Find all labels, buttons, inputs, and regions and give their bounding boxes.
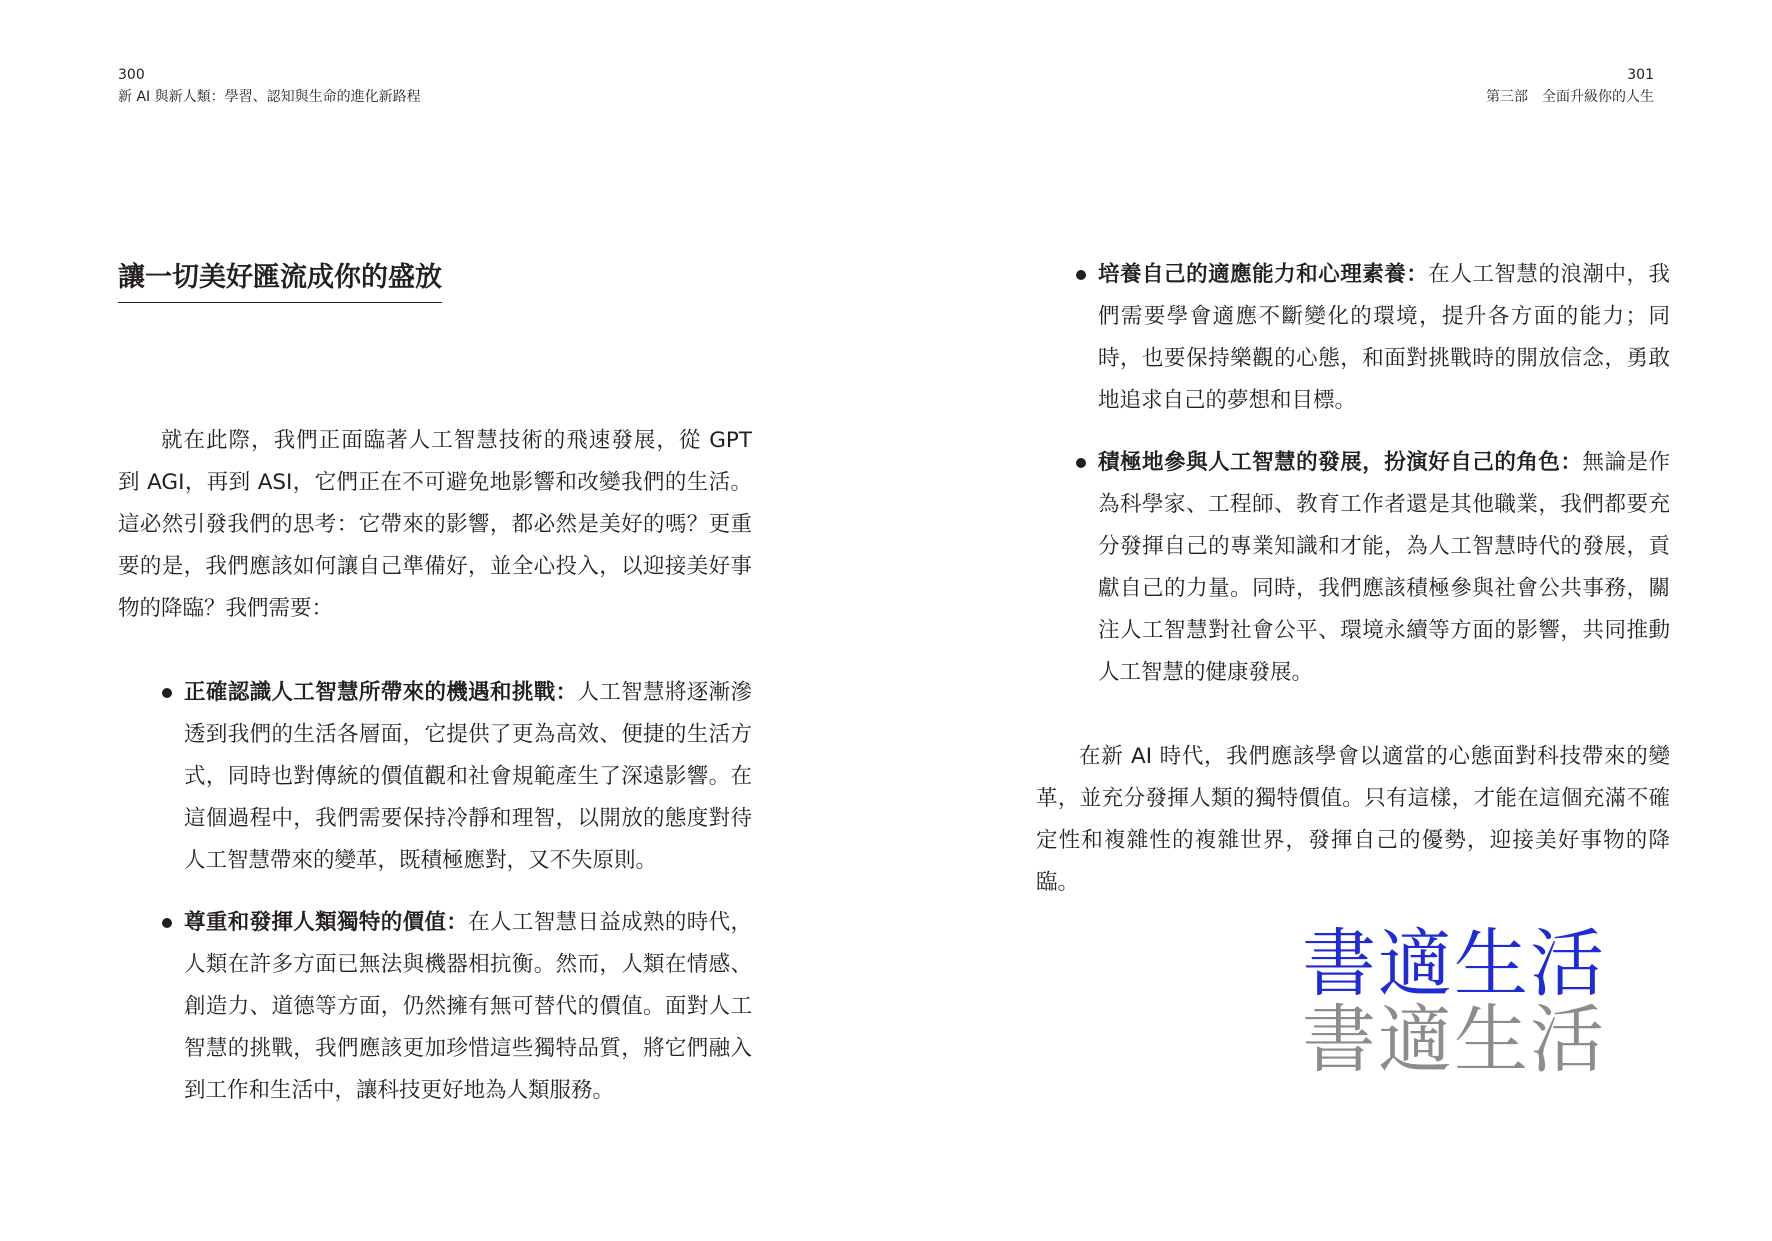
section-title: 讓一切美好匯流成你的盛放 (118, 258, 442, 303)
bullet-heading: 培養自己的適應能力和心理素養： (1098, 262, 1429, 287)
part-title: 第三部 全面升級你的人生 (1486, 89, 1654, 105)
book-title: 新 AI 與新人類：學習、認知與生命的進化新路程 (118, 89, 421, 105)
bullet-dot-icon (162, 918, 172, 928)
bullet-dot-icon (1076, 270, 1086, 280)
right-page (886, 0, 1772, 1241)
bullet-dot-icon (1076, 458, 1086, 468)
bullet-text: 無論是作為科學家、工程師、教育工作者還是其他職業，我們都要充分發揮自己的專業知識和才能，為人工智慧時代的發展，貢獻自己的力量。同時，我們應該積極參與社會公共事務，關注人工智慧對社會公平、環境永續等方面的影響，共同推動人工智慧的健康發展。 (1098, 450, 1670, 685)
list-item (162, 902, 752, 1112)
bullet-text: 人工智慧將逐漸滲透到我們的生活各層面，它提供了更為高效、便捷的生活方式，同時也對傳統的價值觀和社會規範產生了深遠影響。在這個過程中，我們需要保持冷靜和理智，以開放的態度對待人工智慧帶來的變革，既積極應對，又不失原則。 (184, 680, 752, 873)
running-head-left (118, 64, 421, 108)
bullet-text: 在人工智慧的浪潮中，我們需要學會適應不斷變化的環境，提升各方面的能力；同時，也要保持樂觀的心態，和面對挑戰時的開放信念，勇敢地追求自己的夢想和目標。 (1098, 262, 1670, 413)
running-head-right (1486, 64, 1654, 108)
logo-text-top: 書適生活 (1302, 921, 1606, 1007)
list-item (162, 672, 752, 882)
intro-section (118, 420, 752, 630)
list-item (1076, 254, 1670, 422)
page-number: 300 (118, 67, 145, 83)
bullet-list-right (1076, 254, 1670, 714)
logo-text-bottom: 書適生活 (1302, 997, 1606, 1083)
closing-section (1036, 736, 1670, 904)
bullet-heading: 積極地參與人工智慧的發展，扮演好自己的角色： (1098, 450, 1583, 475)
page-number: 301 (1627, 67, 1654, 83)
bullet-text: 在人工智慧日益成熟的時代，人類在許多方面已無法與機器相抗衡。然而，人類在情感、創造力、道德等方面，仍然擁有無可替代的價值。面對人工智慧的挑戰，我們應該更加珍惜這些獨特品質，將它們融入到工作和生活中，讓科技更好地為人類服務。 (184, 910, 752, 1103)
publisher-logo (1302, 921, 1606, 1086)
bullet-heading: 正確認識人工智慧所帶來的機遇和挑戰： (184, 680, 578, 705)
closing-paragraph: 在新 AI 時代，我們應該學會以適當的心態面對科技帶來的變革，並充分發揮人類的獨特價值。只有這樣，才能在這個充滿不確定性和複雜性的複雜世界，發揮自己的優勢，迎接美好事物的降臨。 (1036, 744, 1670, 895)
list-item (1076, 442, 1670, 694)
intro-paragraph: 就在此際，我們正面臨著人工智慧技術的飛速發展，從 GPT 到 AGI，再到 ASI，它們正在不可避免地影響和改變我們的生活。這必然引發我們的思考：它帶來的影響，都必然是美好的嗎？更重要的是，我們應該如何讓自己準備好，並全心投入，以迎接美好事物的降臨？我們需要： (118, 428, 752, 621)
bullet-heading: 尊重和發揮人類獨特的價值： (184, 910, 469, 935)
bullet-list-left (162, 672, 752, 1132)
bullet-dot-icon (162, 688, 172, 698)
